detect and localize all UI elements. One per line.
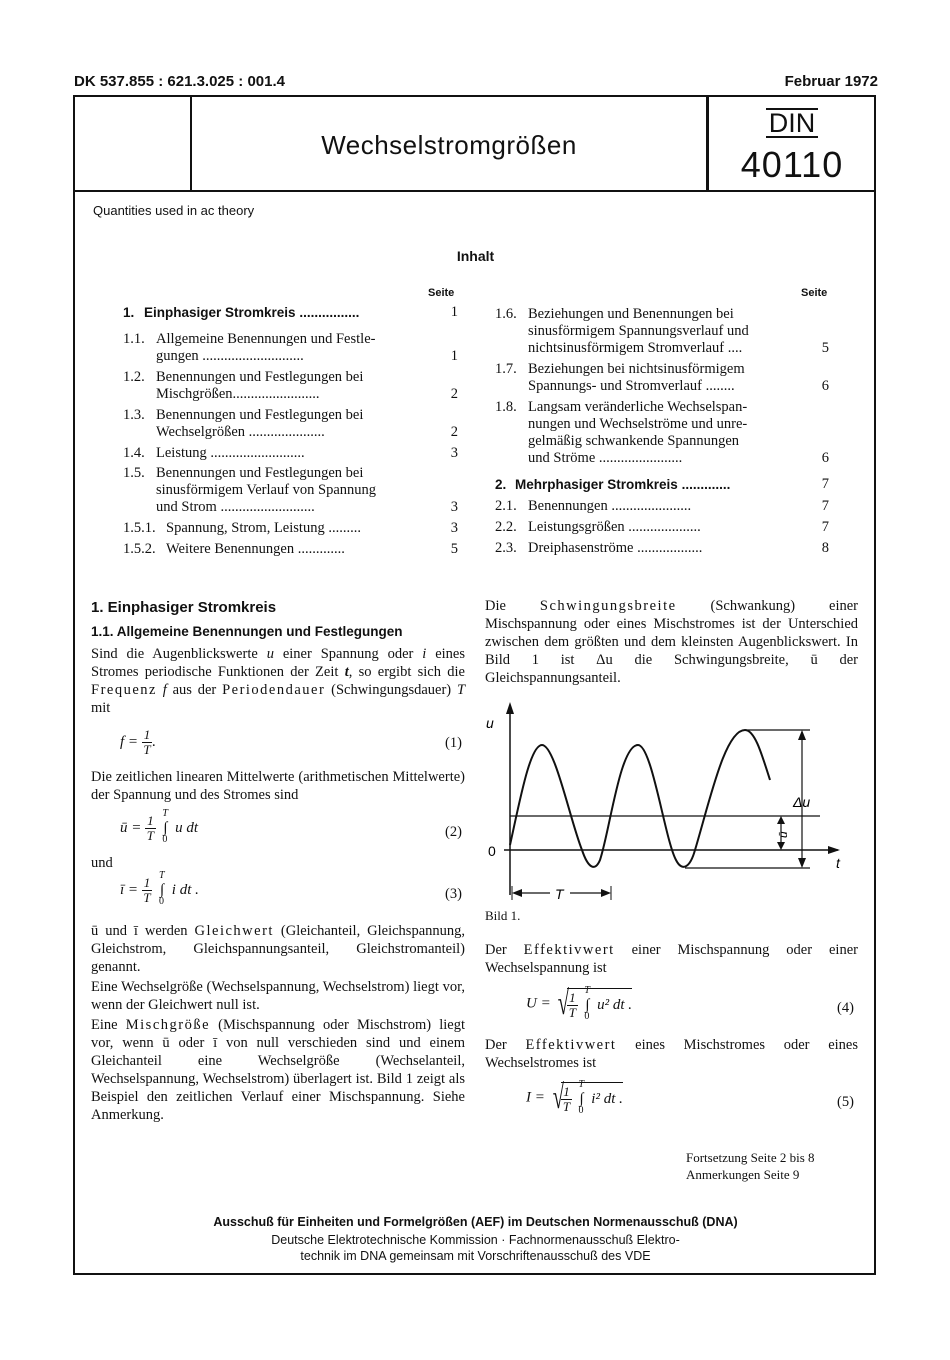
toc-text: Einphasiger Stromkreis ................ <box>144 305 360 320</box>
toc-page: 7 <box>821 519 829 535</box>
din-logo <box>708 108 876 139</box>
equation-2: ū = $\frac{1}{T}$ T ∫ 0 u dt <box>120 807 199 845</box>
y-axis-label: u <box>486 715 494 731</box>
toc-page: 1 <box>450 348 458 364</box>
period-label: T <box>555 886 564 902</box>
x-axis-arrow <box>828 846 840 854</box>
equation-4-number: (4) <box>837 1000 854 1016</box>
din-logo-text: DIN <box>766 108 819 138</box>
toc-text: Allgemeine Benennungen und Festle- gungen ............................ <box>156 331 376 364</box>
section-heading-1-1: 1.1. Allgemeine Benennungen und Festlegungen <box>91 624 403 639</box>
toc-text: Leistung .......................... <box>156 445 305 461</box>
toc-num: 1.2. <box>123 369 145 385</box>
equation-4: U = √ $\frac{1}{T}$ T ∫ 0 u² dt . <box>526 984 633 1022</box>
delta-u-arrow-head-top <box>798 730 806 740</box>
toc-num: 1.8. <box>495 399 517 415</box>
toc-num: 1.5.2. <box>123 541 156 557</box>
toc-text: Benennungen und Festlegungen bei sinusförmigem Verlauf von Spannung und Strom .......................... <box>156 465 377 515</box>
din-number: 40110 <box>740 144 844 185</box>
x-axis-label: t <box>836 855 840 871</box>
continuation-note: Fortsetzung Seite 2 bis 8 <box>686 1150 815 1165</box>
mean-value-arrow-head-top <box>777 816 785 824</box>
delta-u-label: Δu <box>793 794 811 810</box>
figure-1-diagram <box>480 700 860 910</box>
paragraph-gleichwert: ū und ī werden Gleichwert (Gleichanteil, Gleichspannung, Gleichstrom, Gleichspannungsanteil, Gleichstromanteil) genannt. <box>91 923 466 975</box>
paragraph-schwingungsbreite: Die Schwingungsbreite (Schwankung) einer Mischspannung oder eines Mischstromes ist der Unterschied zwischen dem größten und dem kleinsten Augenblickswert. In Bild 1 ist Δu die Schwingungsbreite, ū der Gleichspannungsanteil. <box>485 598 858 686</box>
equation-3-number: (3) <box>445 886 462 902</box>
equation-3: ī = $\frac{1}{T}$ T ∫ 0 i dt . <box>120 869 199 907</box>
equation-5: I = √ $\frac{1}{T}$ T ∫ 0 i² dt . <box>526 1078 623 1116</box>
toc-num: 1.4. <box>123 445 145 461</box>
toc-text: Mehrphasiger Stromkreis ............. <box>515 477 731 492</box>
toc-num: 2.3. <box>495 540 517 556</box>
annotations-note: Anmerkungen Seite 9 <box>686 1167 800 1182</box>
toc-num: 2.1. <box>495 498 517 514</box>
english-title: Quantities used in ac theory <box>93 203 255 218</box>
toc-text: Benennungen und Festlegungen bei Mischgrößen........................ <box>156 369 364 402</box>
toc-text: Benennungen und Festlegungen bei Wechselgrößen ..................... <box>156 407 364 440</box>
toc-text: Langsam veränderliche Wechselspan- nungen und Wechselströme und unre- gelmäßig schwankende Spannungen und Ströme ....................... <box>528 399 748 466</box>
paragraph-mean-values: Die zeitlichen linearen Mittelwerte (arithmetischen Mittelwerte) der Spannung und des Stromes sind <box>91 769 465 803</box>
footer-line-1: Ausschuß für Einheiten und Formelgrößen (AEF) im Deutschen Normenausschuß (DNA) <box>213 1215 738 1229</box>
delta-u-arrow-head-bottom <box>798 858 806 868</box>
toc-text: Weitere Benennungen ............. <box>166 541 345 557</box>
toc-num: 2.2. <box>495 519 517 535</box>
toc-num: 2. <box>495 477 507 492</box>
toc-num: 1.3. <box>123 407 145 423</box>
toc-page: 3 <box>450 499 458 515</box>
paragraph-wechselgroesse: Eine Wechselgröße (Wechselspannung, Wechselstrom) liegt vor, wenn der Gleichwert null ist. <box>91 979 465 1013</box>
toc-num: 1.6. <box>495 306 517 322</box>
publication-date: Februar 1972 <box>784 73 878 90</box>
toc-num: 1.5.1. <box>123 520 156 536</box>
equation-1-number: (1) <box>445 735 462 751</box>
footer-line-2: Deutsche Elektrotechnische Kommission · Fachnormenausschuß Elektro- <box>271 1233 680 1247</box>
fraction: $\frac{1}{T}$ <box>143 727 151 757</box>
toc-text: Beziehungen und Benennungen bei sinusförmigem Spannungsverlauf und nichtsinusförmigem Stromverlauf .... <box>528 306 749 356</box>
equation-5-number: (5) <box>837 1094 854 1110</box>
toc-text: Dreiphasenströme .................. <box>528 540 703 556</box>
dk-classification: DK 537.855 : 621.3.025 : 001.4 <box>74 73 285 90</box>
toc-heading: Inhalt <box>456 248 495 264</box>
toc-page-label-right: Seite <box>801 287 828 299</box>
period-arrow-head-right <box>601 889 611 897</box>
figure-caption: Bild 1. <box>485 908 521 923</box>
y-axis-arrow <box>506 702 514 714</box>
mean-value-arrow-head-bottom <box>777 842 785 850</box>
toc-page: 8 <box>821 540 829 556</box>
toc-page: 7 <box>821 476 829 492</box>
toc-page: 7 <box>821 498 829 514</box>
waveform-curve <box>510 730 770 867</box>
document-title: Wechselstromgrößen <box>321 130 577 160</box>
footer-line-3: technik im DNA gemeinsam mit Vorschriftenausschuß des VDE <box>300 1249 651 1263</box>
toc-page: 1 <box>450 304 458 320</box>
origin-label: 0 <box>488 843 496 859</box>
toc-text: Benennungen ...................... <box>528 498 692 514</box>
section-heading-1: 1. Einphasiger Stromkreis <box>91 599 277 616</box>
und-text: und <box>91 855 113 871</box>
paragraph-mischgroesse: Eine Mischgröße (Mischspannung oder Mischstrom) liegt vor, wenn ū oder ī von null verschieden sind und einem Gleichanteil eine Wechselgröße (Wechselanteil, Wechselspannung, Wechselstrom) überlagert ist. Bild 1 zeigt als Beispiel den zeitlichen Verlauf einer Mischspannung. Siehe Anmerkung. <box>91 1017 465 1123</box>
equation-1: f = $\frac{1}{T}$ . <box>120 727 157 757</box>
paragraph-effektivwert-u: Der Effektivwert einer Mischspannung oder einer Wechselspannung ist <box>485 942 858 976</box>
toc-text: Leistungsgrößen .................... <box>528 519 701 535</box>
mean-value-label: ū <box>776 831 790 838</box>
toc-page: 2 <box>450 424 458 440</box>
toc-page: 5 <box>450 541 458 557</box>
paragraph-definition: Sind die Augenblickswerte u einer Spannung oder i eines Stromes periodische Funktionen der Zeit t, so ergibt sich die Frequenz f aus der Periodendauer (Schwingungsdauer) T mit <box>91 646 466 716</box>
toc-text: Spannung, Strom, Leistung ......... <box>166 520 361 536</box>
toc-page: 6 <box>821 378 829 394</box>
paragraph-effektivwert-i: Der Effektivwert eines Mischstromes oder eines Wechselstromes ist <box>485 1037 858 1071</box>
toc-text: Beziehungen bei nichtsinusförmigem Spannungs- und Stromverlauf ........ <box>528 361 745 394</box>
toc-page: 5 <box>821 340 829 356</box>
toc-num: 1.5. <box>123 465 145 481</box>
toc-num: 1.1. <box>123 331 145 347</box>
period-arrow-head-left <box>512 889 522 897</box>
toc-page: 3 <box>450 520 458 536</box>
toc-num: 1. <box>123 305 135 320</box>
equation-2-number: (2) <box>445 824 462 840</box>
toc-page: 3 <box>450 445 458 461</box>
toc-page: 6 <box>821 450 829 466</box>
toc-page: 2 <box>450 386 458 402</box>
toc-num: 1.7. <box>495 361 517 377</box>
toc-page-label-left: Seite <box>428 287 455 299</box>
